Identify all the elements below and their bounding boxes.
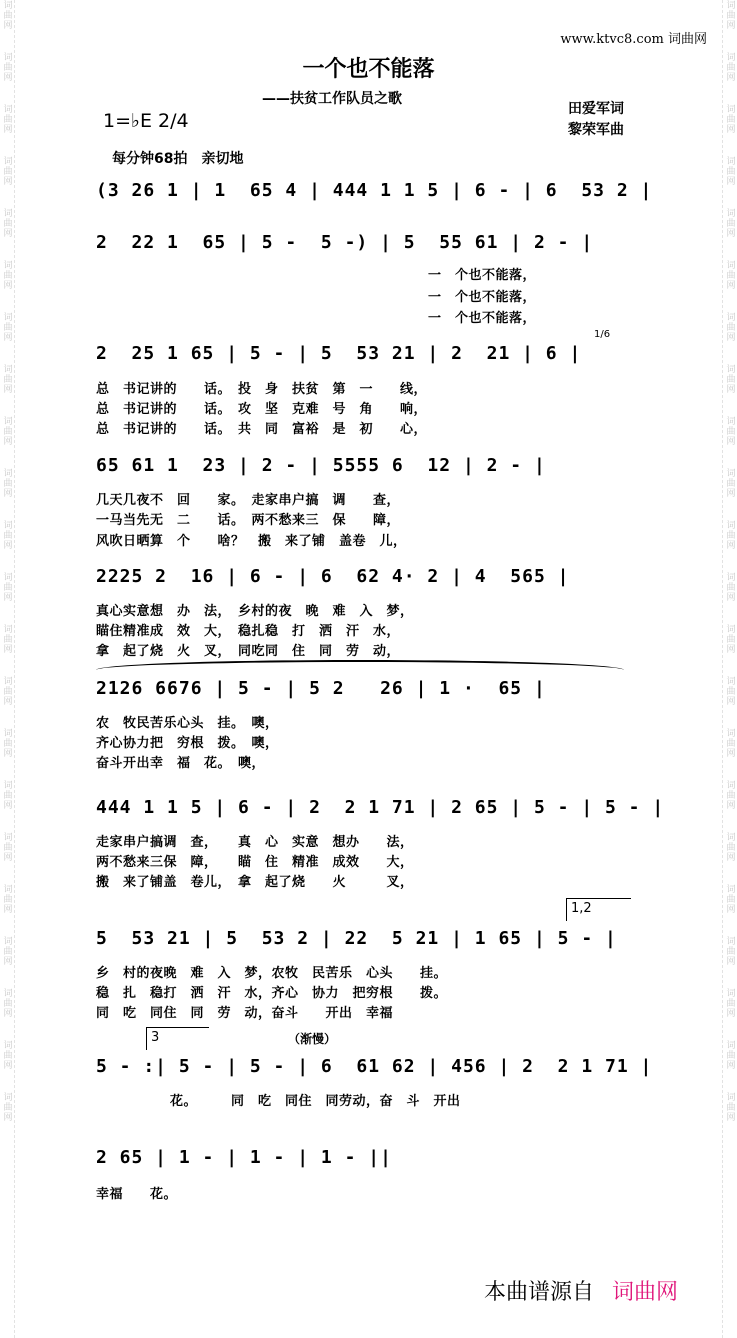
score-line-1	[96, 180, 653, 228]
watermark-text: 词曲网	[1, 520, 12, 550]
watermark-text: 词曲网	[724, 52, 735, 82]
volta-1-2: 1,2	[566, 898, 631, 921]
watermark-text: 词曲网	[724, 780, 735, 810]
watermark-text: 词曲网	[724, 832, 735, 862]
watermark-text: 词曲网	[1, 416, 12, 446]
watermark-text: 词曲网	[1, 780, 12, 810]
watermark-text: 词曲网	[724, 988, 735, 1018]
watermark-text: 词曲网	[1, 1040, 12, 1070]
watermark-text: 词曲网	[724, 260, 735, 290]
watermark-text: 词曲网	[724, 936, 735, 966]
watermark-text: 词曲网	[1, 52, 12, 82]
watermark-text: 词曲网	[724, 0, 735, 30]
watermark-text: 词曲网	[1, 728, 12, 758]
lyric-line-8-verse-3: 同 吃 同住 同 劳 动，奋斗 开出 幸福	[96, 1006, 394, 1021]
ritardando-mark: （渐慢）	[288, 1032, 337, 1046]
tempo-marking: 每分钟68拍 亲切地	[112, 151, 244, 167]
watermark-text: 词曲网	[1, 676, 12, 706]
grace-note: 1/6	[594, 329, 611, 340]
lyric-line-4-verse-2: 一马当先无 二 话。 两不愁来三 保 障，	[96, 513, 401, 528]
lyric-line-3-verse-1: 总 书记讲的 话。 投 身 扶贫 第 一 线，	[96, 382, 428, 397]
watermark-text: 词曲网	[1, 936, 12, 966]
lyric-line-7-verse-1: 走家串户搞调 查， 真 心 实意 想办 法，	[96, 835, 414, 850]
long-slur	[96, 660, 624, 670]
lyric-line-10: 幸福 花。	[96, 1187, 178, 1202]
score-line-2	[96, 232, 644, 280]
watermark-text: 词曲网	[724, 364, 735, 394]
watermark-text: 词曲网	[1, 1092, 12, 1122]
watermark-text: 词曲网	[724, 884, 735, 914]
watermark-text: 词曲网	[724, 572, 735, 602]
lyricist: 田爱军词	[568, 101, 624, 117]
notation: 2 22 1 65 | 5 - 5 -) | 5 55 61 | 2 - |	[96, 232, 594, 253]
watermark-text: 词曲网	[724, 468, 735, 498]
watermark-text: 词曲网	[724, 208, 735, 238]
lyric-line-5-verse-3: 拿 起了烧 火 叉， 同吃同 住 同 劳 动，	[96, 644, 401, 659]
notation: 65 61 1 23 | 2 - | 5555 6 12 | 2 - |	[96, 455, 546, 476]
watermark-text: 词曲网	[724, 156, 735, 186]
lyric-line-6-verse-1: 农 牧民苦乐心头 挂。 噢，	[96, 716, 279, 731]
watermark-text: 词曲网	[724, 104, 735, 134]
volta-3: 3	[146, 1027, 209, 1050]
lyric-line-4-verse-1: 几天几夜不 回 家。 走家串户搞 调 查，	[96, 493, 401, 508]
watermark-text: 词曲网	[1, 624, 12, 654]
lyric-line-2-verse-2: 一 个也不能落，	[428, 290, 537, 305]
watermark-text: 词曲网	[1, 104, 12, 134]
brand-link[interactable]: 词曲网	[612, 1280, 679, 1305]
watermark-text: 词曲网	[1, 312, 12, 342]
source-text: 本曲谱源自	[484, 1280, 595, 1305]
watermark-text: 词曲网	[1, 364, 12, 394]
lyric-line-7-verse-2: 两不愁来三保 障， 瞄 住 精准 成效 大，	[96, 855, 414, 870]
lyric-line-2-verse-3: 一 个也不能落，	[428, 311, 537, 326]
watermark-text: 词曲网	[1, 156, 12, 186]
key-signature: 1=♭E 2/4	[103, 110, 189, 132]
left-watermark-strip	[0, 0, 15, 1338]
watermark-text: 词曲网	[1, 0, 12, 30]
watermark-text: 词曲网	[724, 676, 735, 706]
lyric-line-6-verse-2: 齐心协力把 穷根 拨。 噢，	[96, 736, 279, 751]
notation: 2 65 | 1 - | 1 - | 1 - ||	[96, 1147, 392, 1168]
watermark-text: 词曲网	[1, 988, 12, 1018]
composer: 黎荣军曲	[568, 122, 624, 138]
lyric-line-8-verse-1: 乡 村的夜晚 难 入 梦，农牧 民苦乐 心头 挂。	[96, 966, 448, 981]
notation: 5 - :| 5 - | 5 - | 6 61 62 | 456 | 2 2 1 71 |	[96, 1056, 653, 1077]
notation: 2 25 1 65 | 5 - | 5 53 21 | 2 21 | 6 |	[96, 343, 582, 364]
notation: (3 26 1 | 1 65 4 | 444 1 1 5 | 6 - | 6 53 2 |	[96, 180, 653, 201]
source-footer	[484, 1275, 678, 1306]
notation: 2126 6676 | 5 - | 5 2 26 | 1 · 65 |	[96, 678, 546, 699]
watermark-text: 词曲网	[1, 468, 12, 498]
lyric-line-5-verse-2: 瞄住精准成 效 大， 稳扎稳 打 洒 汗 水，	[96, 624, 401, 639]
lyric-line-5-verse-1: 真心实意想 办 法， 乡村的夜 晚 难 入 梦，	[96, 604, 414, 619]
lyric-line-9: 花。 同 吃 同住 同劳动，奋 斗 开出	[170, 1094, 461, 1109]
notation: 2225 2 16 | 6 - | 6 62 4· 2 | 4 565 |	[96, 566, 570, 587]
watermark-text: 词曲网	[724, 624, 735, 654]
watermark-text: 词曲网	[1, 884, 12, 914]
watermark-text: 词曲网	[724, 728, 735, 758]
lyric-line-4-verse-3: 风吹日晒算 个 啥？ 搬 来了铺 盖卷 儿，	[96, 534, 407, 549]
lyric-line-6-verse-3: 奋斗开出幸 福 花。 噢，	[96, 756, 266, 771]
site-url[interactable]: www.ktvc8.com 词曲网	[560, 32, 707, 47]
watermark-text: 词曲网	[1, 832, 12, 862]
lyric-line-8-verse-2: 稳 扎 稳打 洒 汗 水，齐心 协力 把穷根 拨。	[96, 986, 448, 1001]
lyric-line-7-verse-3: 搬 来了铺盖 卷儿， 拿 起了烧 火 叉，	[96, 875, 414, 890]
watermark-text: 词曲网	[724, 312, 735, 342]
song-subtitle: ——扶贫工作队员之歌	[262, 91, 402, 107]
watermark-text: 词曲网	[724, 520, 735, 550]
lyric-line-2-verse-1: 一 个也不能落，	[428, 268, 537, 283]
lyric-line-3-verse-3: 总 书记讲的 话。 共 同 富裕 是 初 心，	[96, 422, 428, 437]
watermark-text: 词曲网	[1, 260, 12, 290]
right-watermark-strip	[722, 0, 737, 1338]
watermark-text: 词曲网	[724, 1092, 735, 1122]
notation: 5 53 21 | 5 53 2 | 22 5 21 | 1 65 | 5 - |	[96, 928, 617, 949]
lyric-line-3-verse-2: 总 书记讲的 话。 攻 坚 克难 号 角 响，	[96, 402, 428, 417]
watermark-text: 词曲网	[1, 208, 12, 238]
watermark-text: 词曲网	[724, 416, 735, 446]
song-title: 一个也不能落	[302, 57, 435, 82]
watermark-text: 词曲网	[1, 572, 12, 602]
notation: 444 1 1 5 | 6 - | 2 2 1 71 | 2 65 | 5 - | 5 - |	[96, 797, 665, 818]
watermark-text: 词曲网	[724, 1040, 735, 1070]
